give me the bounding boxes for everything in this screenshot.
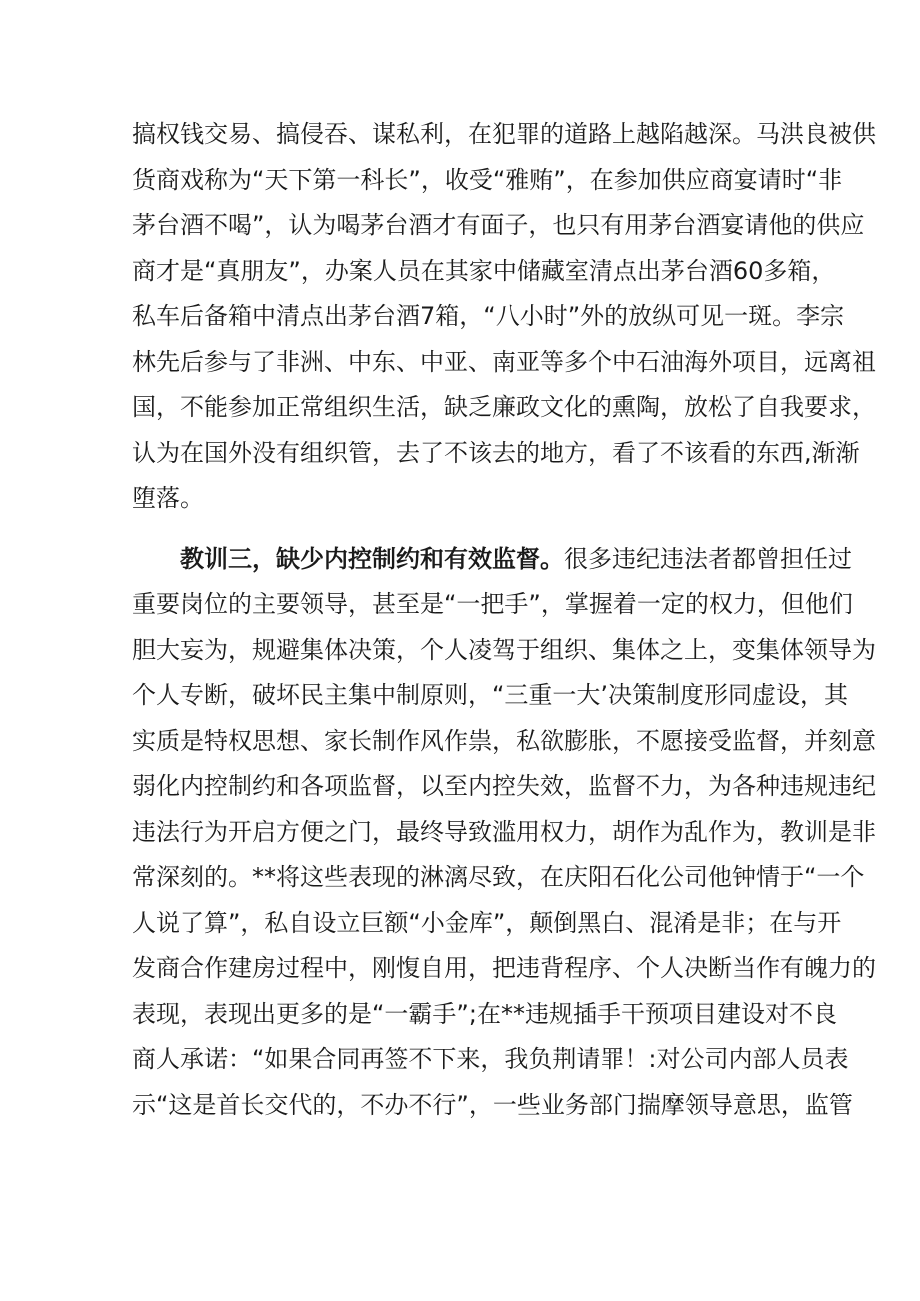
text-line: 弱化内控制约和各项监督，以至内控失效，监督不力，为各种违规违纪 — [132, 772, 876, 800]
text-line: 林先后参与了非洲、中东、中亚、南亚等多个中石油海外项目，远离祖 — [132, 347, 876, 376]
text-line: 人说了算”，私自设立巨额“小金库”，颠倒黑白、混淆是非；在与开 — [132, 908, 842, 937]
paragraph-continuation — [132, 112, 876, 522]
paragraph-spacer — [132, 522, 797, 537]
paragraph-lesson-three — [132, 537, 876, 1129]
text-line: 胆大妄为，规避集体决策，个人凌驾于组织、集体之上，变集体领导为 — [132, 635, 876, 664]
text-line: 表现，表现出更多的是“一霸手”;在**违规插手干预项目建设对不良 — [132, 999, 837, 1028]
text-line: 重要岗位的主要领导，甚至是“一把手”，掌握着一定的权力，但他们 — [132, 590, 853, 618]
text-line: 违法行为开启方便之门，最终导致滥用权力，胡作为乱作为，教训是非 — [132, 817, 876, 846]
text-line: 常深刻的。**将这些表现的淋漓尽致，在庆阳石化公司他钟情于“一个 — [132, 863, 865, 891]
text-line: 货商戏称为“天下第一科长”，收受“雅贿”，在参加供应商宴请时“非 — [132, 165, 843, 194]
text-line: 搞权钱交易、搞侵吞、谋私利，在犯罪的道路上越陷越深。马洪良被供 — [132, 120, 876, 148]
text-line: 认为在国外没有组织管，去了不该去的地方，看了不该看的东西,渐渐 — [132, 438, 860, 467]
text-line: 实质是特权思想、家长制作风作祟，私欲膨胀，不愿接受监督，并刻意 — [132, 726, 876, 755]
lesson-intro-text: 很多违纪违法者都曾担任过 — [564, 544, 852, 573]
lesson-heading: 教训三，缺少内控制约和有效监督。 — [180, 544, 564, 573]
text-line: 个人专断，破坏民主集中制原则，“三重一大’决策制度形同虚设，其 — [132, 681, 849, 709]
text-line: 私车后备箱中清点出茅台酒7箱，“八小时”外的放纵可见一斑。李宗 — [132, 302, 845, 330]
text-line: 商才是“真朋友”，办案人员在其家中储藏室清点出茅台酒60多箱， — [132, 256, 836, 285]
text-line: 国，不能参加正常组织生活，缺乏廉政文化的熏陶，放松了自我要求， — [132, 393, 876, 421]
body-text — [132, 112, 876, 1128]
text-line-first — [132, 537, 852, 583]
text-line: 商人承诺：“如果合同再签不下来，我负荆请罪！:对公司内部人员表 — [132, 1045, 849, 1073]
text-line: 发商合作建房过程中，刚愎自用，把违背程序、个人决断当作有魄力的 — [132, 954, 876, 982]
text-line: 堕落。 — [132, 484, 204, 512]
text-line: 示“这是首长交代的，不办不行”，一些业务部门揣摩领导意思，监管 — [132, 1090, 853, 1119]
text-line: 茅台酒不喝”，认为喝茅台酒才有面子，也只有用茅台酒宴请他的供应 — [132, 211, 865, 239]
